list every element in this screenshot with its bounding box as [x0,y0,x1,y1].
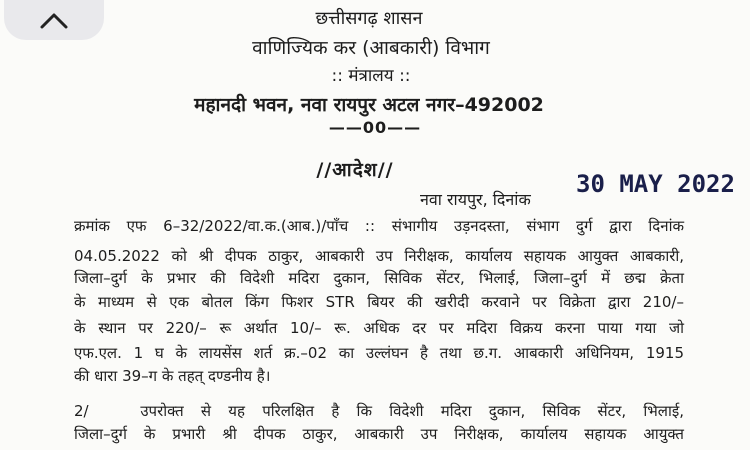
header-divider: ——00—— [328,118,422,137]
ministry-label: :: मंत्रालय :: [331,66,411,86]
date-stamp: 30 MAY 2022 [576,170,735,198]
paragraph2-line: 2/ उपरोक्त से यह परिलक्षित है कि विदेशी मदिरा दुकान, सिविक सेंटर, भिलाई, [74,402,684,420]
place-date-label: नवा रायपुर, दिनांक [420,190,531,209]
paragraph1-line: के माध्यम से एक बोतल किंग फिशर STR बियर की खरीदी करवाने पर विक्रेता द्वारा 210/– [74,293,684,311]
paragraph1-line: 04.05.2022 को श्री दीपक ठाकुर, आबकारी उप निरीक्षक, कार्यालय सहायक आयुक्त आबकारी, [74,247,684,265]
office-address: महानदी भवन, नवा रायपुर अटल नगर–492002 [194,94,544,116]
order-title: //आदेश// [316,159,394,181]
paragraph1-line: क्रमांक एफ 6–32/2022/वा.क.(आब.)/पाँच :: संभागीय उड़नदस्ता, संभाग दुर्ग द्वारा दिनांक [74,217,684,235]
paragraph1-line: एफ.एल. 1 घ के लायसेंस शर्त क्र.–02 का उल्लंघन है तथा छ.ग. आबकारी अधिनियम, 1915 [74,344,684,362]
paragraph1-line: के स्थान पर 220/– रू अर्थात 10/– रू. अधिक दर पर मदिरा विक्रय करना पाया गया जो [74,319,684,337]
paragraph1-line: की धारा 39–ग के तहत् दण्डनीय है। [74,367,271,385]
paragraph2-line: जिला–दुर्ग के प्रभारी श्री दीपक ठाकुर, आबकारी उप निरीक्षक, कार्यालय सहायक आयुक्त [74,425,684,443]
department-title: वाणिज्यिक कर (आबकारी) विभाग [252,37,490,59]
paragraph1-line: जिला–दुर्ग के प्रभार की विदेशी मदिरा दुकान, सिविक सेंटर, भिलाई, जिला–दुर्ग में छद्म क्रेता [74,269,684,287]
govt-title: छत्तीसगढ़ शासन [315,8,423,29]
